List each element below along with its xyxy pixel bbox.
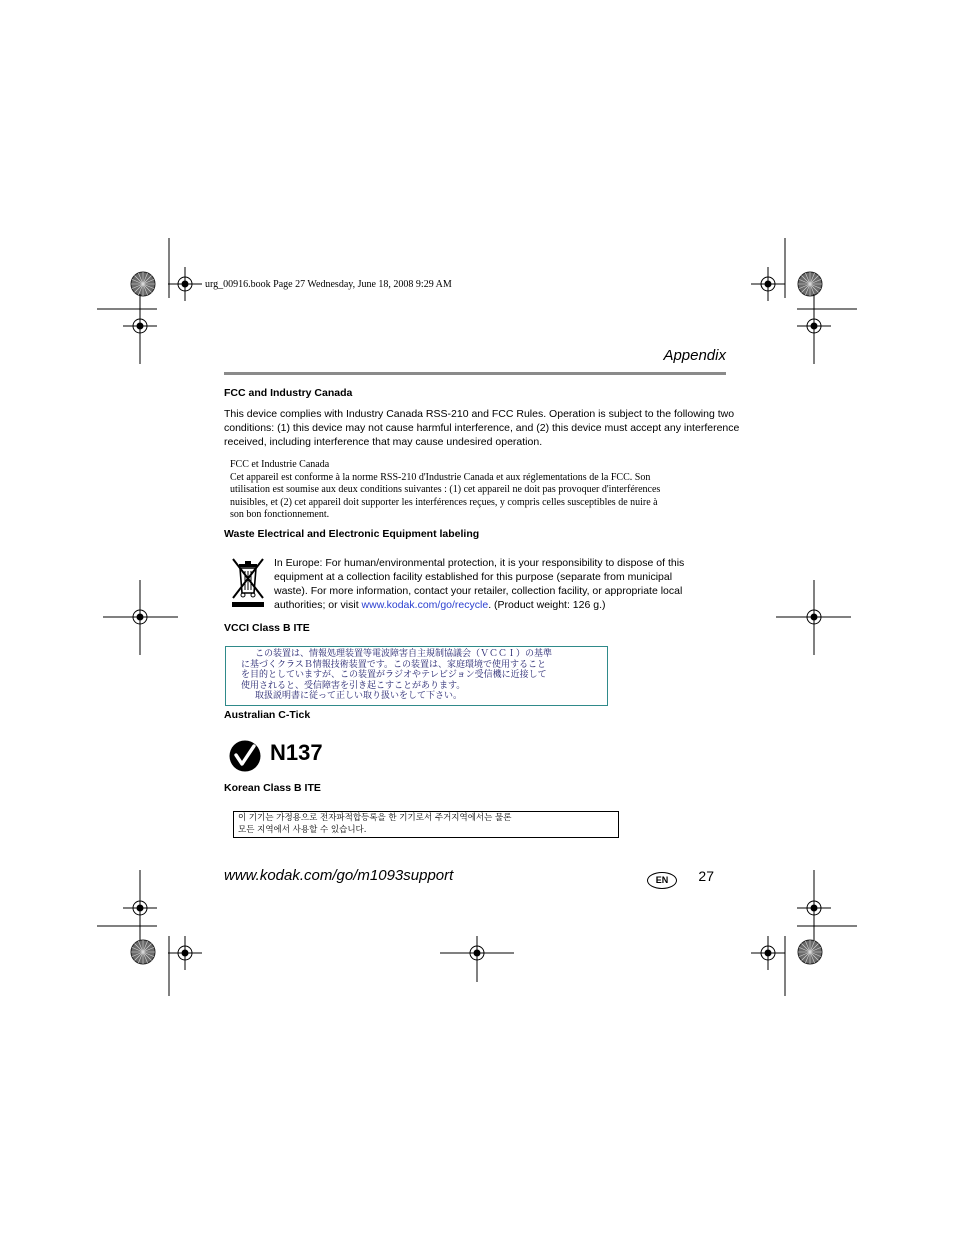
c-tick-mark-icon (229, 740, 261, 772)
korean-line: 이 기기는 가정용으로 전자파적합등록을 한 기기로서 주거지역에서는 물론 (238, 813, 512, 823)
vcci-line: に基づくクラスＢ情報技術装置です。この装置は、家庭環境で使用すること (241, 659, 547, 670)
star-target-icon (131, 272, 155, 296)
fcc-french-notice (230, 459, 730, 522)
weee-line: equipment at a collection facility established for this purpose (separate from municipal (274, 571, 673, 583)
running-head: Appendix (663, 347, 726, 364)
registration-mark-icon (168, 267, 202, 301)
registration-mark-icon (751, 267, 785, 301)
weee-line: waste). For more information, contact your retailer, collection facility, or appropriate local (274, 585, 683, 597)
registration-mark-icon (751, 936, 785, 970)
ctick-heading: Australian C-Tick (224, 709, 311, 721)
recycle-link[interactable]: www.kodak.com/go/recycle (361, 599, 489, 611)
star-target-icon (131, 940, 155, 964)
ctick-code: N137 (270, 740, 323, 765)
header-rule (224, 372, 726, 375)
language-badge: EN (647, 872, 677, 889)
korean-notice-text (238, 813, 511, 836)
weee-line (274, 598, 734, 612)
crossed-bin-icon (230, 555, 266, 609)
french-line: nuisibles, et (2) cet appareil doit supporter les interférences reçues, y compris celles susceptibles de nuire à (230, 496, 658, 508)
star-target-icon (798, 940, 822, 964)
vcci-notice-text (241, 649, 606, 702)
french-line: FCC et Industrie Canada (230, 459, 330, 470)
vcci-line: 使用されると、受信障害を引き起こすことがあります。 (241, 680, 466, 691)
vcci-heading: VCCI Class B ITE (224, 622, 310, 634)
vcci-line: を目的としていますが、この装置がラジオやテレビジョン受信機に近接して (241, 670, 547, 680)
fcc-line: received, including interference that may cause undesired operation. (224, 436, 543, 448)
fcc-paragraph (224, 407, 740, 449)
fcc-line: conditions: (1) this device may not cause harmful interference, and (2) this device must accept any interference (224, 422, 740, 434)
weee-heading: Waste Electrical and Electronic Equipment labeling (224, 528, 480, 540)
weee-line-suffix: . (Product weight: 126 g.) (488, 599, 606, 611)
korean-heading: Korean Class B ITE (224, 782, 321, 794)
french-line: son bon fonctionnement. (230, 509, 330, 520)
fcc-heading: FCC and Industry Canada (224, 387, 353, 399)
registration-mark-icon (168, 936, 202, 970)
weee-line: In Europe: For human/environmental protection, it is your responsibility to dispose of this (274, 557, 685, 569)
star-target-icon (798, 272, 822, 296)
weee-line-prefix: authorities; or visit (274, 599, 362, 611)
print-info-line: urg_00916.book Page 27 Wednesday, June 18, 2008 9:29 AM (205, 279, 452, 290)
fcc-line: This device complies with Industry Canada RSS-210 and FCC Rules. Operation is subject to the following two (224, 408, 735, 420)
support-url[interactable]: www.kodak.com/go/m1093support (224, 867, 454, 884)
french-line: Cet appareil est conforme à la norme RSS-210 d'Industrie Canada et aux réglementations de la FCC. Son (230, 471, 651, 483)
korean-line: 모든 지역에서 사용할 수 있습니다. (238, 824, 367, 835)
vcci-line: この装置は、情報処理装置等電波障害自主規制協議会（ＶＣＣＩ）の基準 (255, 649, 553, 659)
crop-lines (97, 238, 857, 996)
weee-paragraph (274, 556, 734, 612)
french-line: utilisation est soumise aux deux conditions suivantes : (1) cet appareil ne doit pas provoquer d'interférences (230, 484, 661, 495)
vcci-line: 取扱説明書に従って正しい取り扱いをして下さい。 (255, 691, 463, 701)
page-number: 27 (698, 868, 714, 884)
